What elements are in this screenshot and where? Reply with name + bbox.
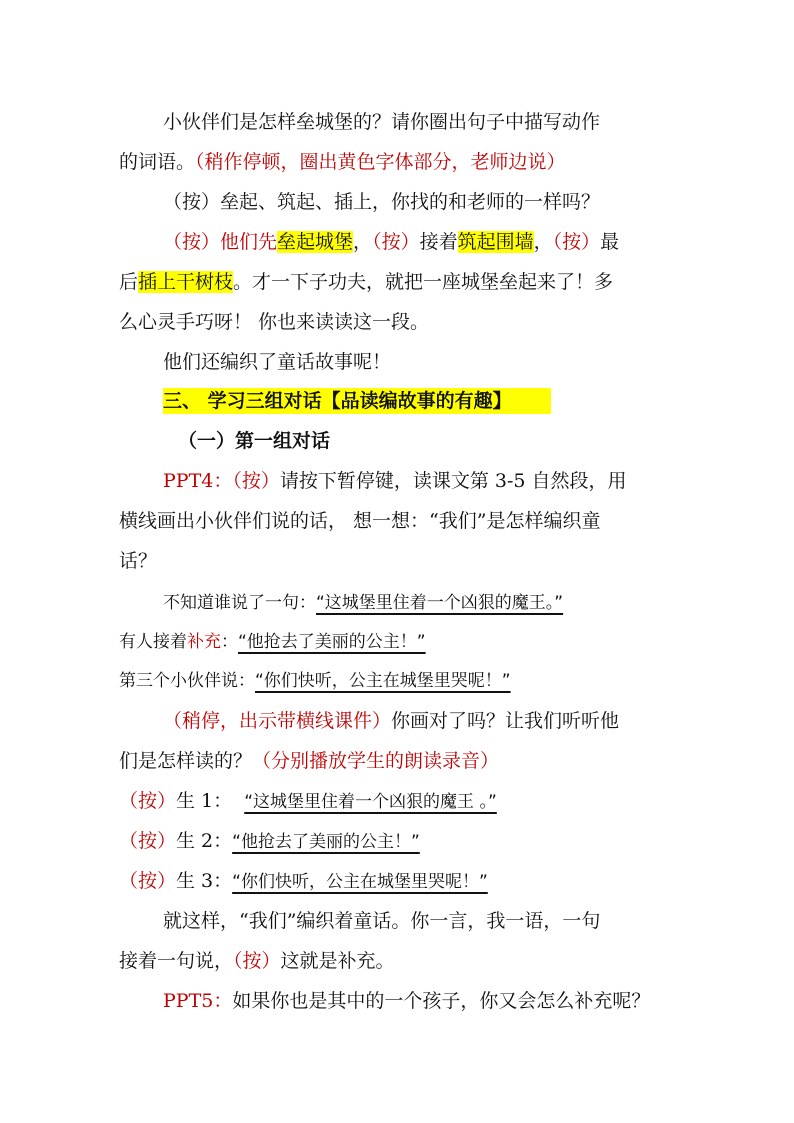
press-marker: （按）: [119, 870, 177, 892]
press-marker: （按）: [119, 830, 177, 852]
para3-text: 接着: [419, 231, 458, 253]
para3-text: 他们先: [220, 231, 278, 253]
para5-line2: [119, 749, 499, 773]
quote-intro: ：: [221, 632, 238, 652]
para6-text: 这就是补充。: [280, 950, 395, 972]
para6-line1: 就这样，“我们”编织着童话。你一言，我一语，一句: [163, 910, 601, 932]
student-line: [119, 869, 488, 894]
para3-text: 最: [600, 231, 620, 253]
press-marker: （按）: [372, 231, 420, 253]
para3-text: ，: [533, 231, 553, 253]
para3-text: ，: [353, 231, 373, 253]
quote-underlined: “这城堡里住着一个凶狠的魔王。”: [316, 593, 564, 613]
para4-line1: 他们还编织了童话故事呢！: [163, 351, 392, 373]
para3-line1: [163, 230, 619, 254]
ppt4-line3: 话？: [119, 550, 158, 572]
quote-underlined: “你们快听，公主在城堡里哭呢！”: [255, 671, 511, 691]
para1-instruction: （稍作停顿，圈出黄色字体部分，老师边说）: [195, 151, 566, 173]
student-line: [119, 829, 420, 854]
student-label: 生 1：: [176, 790, 233, 812]
para1-line1: 小伙伴们是怎样垒城堡的？请你圈出句子中描写动作: [163, 111, 601, 133]
para3-text: 。才一下子功夫，就把一座城堡垒起来了！多: [233, 271, 614, 293]
ppt4-line1: [163, 469, 627, 493]
ppt5-text: 如果你也是其中的一个孩子，你又会怎么补充呢？: [232, 990, 651, 1012]
subsection-heading: （一）第一组对话: [178, 430, 331, 452]
quote-underlined: “他抢去了美丽的公主！”: [238, 632, 426, 652]
para2-line1: （按）垒起、筑起、插上，你找的和老师的一样吗？: [163, 191, 601, 213]
para1-text: 的词语。: [119, 151, 196, 173]
press-marker: （按）: [233, 950, 281, 972]
highlight-verb: 插上干树枝: [138, 271, 234, 293]
student-quote: “他抢去了美丽的公主！”: [232, 832, 420, 852]
para1-line2: [119, 150, 566, 174]
quote-intro: 第三个小伙伴说：: [119, 671, 255, 691]
quote-intro: 不知道谁说了一句：: [163, 593, 316, 613]
quote2-line: [119, 630, 426, 654]
quote1-line: [163, 591, 563, 615]
ppt5-line1: [163, 989, 650, 1013]
student-quote: “你们快听，公主在城堡里哭呢！”: [232, 872, 488, 892]
para3-line3: 么心灵手巧呀！ 你也来读读这一段。: [119, 311, 430, 333]
press-marker: （按）: [552, 231, 601, 253]
ppt-label: PPT5：: [163, 990, 233, 1012]
keyword: 补充: [187, 632, 221, 652]
highlight-verb: 垒起城堡: [277, 231, 354, 253]
teacher-instruction: （稍停，出示带横线课件）: [163, 710, 392, 732]
para5-text: 你画对了吗？让我们听听他: [391, 710, 620, 732]
para5-text: 们是怎样读的？: [119, 750, 253, 772]
para6-line2: [119, 949, 395, 973]
quote3-line: [119, 669, 511, 693]
para6-text: 接着一句说，: [119, 950, 234, 972]
ppt-label: PPT4：: [163, 470, 233, 492]
student-label: 生 3：: [176, 870, 233, 892]
section-heading: 三、 学习三组对话【品读编故事的有趣】: [163, 390, 512, 412]
student-label: 生 2：: [176, 830, 233, 852]
press-marker: （按）: [163, 231, 221, 253]
teacher-instruction: （分别播放学生的朗读录音）: [252, 750, 500, 772]
ppt4-line2: 横线画出小伙伴们说的话， 想一想：“我们”是怎样编织童: [119, 510, 601, 532]
para3-line2: [119, 270, 613, 294]
highlight-verb: 筑起围墙: [457, 231, 534, 253]
quote-intro: 有人接着: [119, 632, 187, 652]
student-line: [119, 789, 497, 814]
para3-text: 后: [119, 271, 139, 293]
student-quote: “这城堡里住着一个凶狠的魔王 。”: [244, 792, 497, 812]
press-marker: （按）: [119, 790, 177, 812]
ppt4-text: 请按下暂停键，读课文第 3-5 自然段，用: [279, 470, 627, 492]
press-marker: （按）: [232, 470, 280, 492]
para5-line1: [163, 709, 619, 733]
